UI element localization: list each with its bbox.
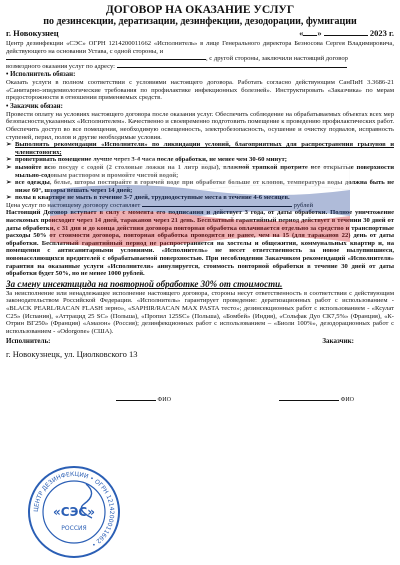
stamp-ring-text: ЦЕНТР ДЕЗИНФЕКЦИИ • ОГРН 1214200011662 • — [32, 470, 116, 548]
customer-line: , с другой стороны, заключили настоящий договор — [6, 55, 394, 63]
check-icon: ➢ — [6, 156, 12, 164]
executor-duties-text: Оказать услуги в полном соответствии с условиями настоящего договора. Работать согласно действующим СанПиН 3.3686-21 «Санитарно-эпидемиологические требования по профилактике инфекционных болезней». Инструктировать «Заказчика» по мерам предосторожности в отношении применяемых средств. — [6, 79, 394, 102]
liability-paragraph: За неисполнение или ненадлежащее исполнение настоящего договора, стороны несут ответственность в соответствии с действующим законодательством Российской Федерации. «Исполнитель» гарантирует проведение: дератизационных работ с использованием - «BLACK PEARL/RACAN FLASH зерно», «SAPHIR/RACAN MAX PASTA тесто»; дезинсекционных работ с использованием - «Ксулат С25» (Испания), «Аттрацид 25 SC» (Польша), «Пропил 125SC» (Польша), «Бомбей» (Индия), «Сольфак Дуо СК7,5%» (Франция), «К-Отрин ВГ250» (Франция) «Амазон» (Россия); дезинфекционных работ с использованием – «Биоли 100%», дезодорационных работ с использованием - «Odorgone» (США). — [6, 289, 394, 335]
price-line: Цена услуг по настоящему договору составляет рублей — [6, 201, 313, 209]
recommendation-item: ➢ полы в квартире не мыть в течение 3-7 дней, труднодоступные места в течение 4-6 месяцев. — [6, 194, 290, 202]
check-icon: ➢ — [6, 194, 12, 202]
stamp-bottom-text: РОССИЯ — [61, 525, 87, 532]
insecticide-discount-heading: За смену инсектицида на повторной обработке 30% от стоимости. — [6, 278, 283, 289]
warranty-paragraph: Настоящий Договор вступает в силу с момента его подписания и действует 3 года, от даты обработки. Полное уничтожение насекомых происходит через 14 дней, тараканов через 21 день. Бесплатный гарантийный период действует в течении 30 дней от даты обработки, с 31 дня и до конца действия договора повторная обработка оплачивается отдельно за средство и транспортные расходы 50% от стоимости договора, повторная обработка проводится не ранее, чем на 15 (для тараканов 22) день от даты обработки. Бесплатный гарантийный период не распространяется на хостелы и общежития, коммунальных квартир и, на помещения с антисанитарными условиями. «Исполнитель» не несет ответственность за новое вылупившиеся, новонаселяющихся вредителей с обрабатываемой поверхностью. При несоблюдении Заказчиком рекомендаций «Исполнителя» гарантия на оказанные услуги «Исполнителя» аннулируется, стоимость повторной обработки в течение 30 дней от даты обработки будет 50%, но не менее 1000 рублей. — [6, 209, 394, 278]
customer-label: Заказчик: — [322, 337, 354, 346]
address-line: возмездного оказания услуг по адресу: — [6, 63, 394, 71]
check-icon: ➢ — [6, 141, 12, 149]
check-icon: ➢ — [6, 163, 12, 171]
recommendation-item: ➢ все одежды, белье, шторы постирайте в горячей воде при обработке больше от клопов, температура воды должна быть не ниже 60°, шторы вешать через 14 дней; — [6, 179, 394, 194]
city-date-line — [6, 28, 394, 38]
document-title: ДОГОВОР НА ОКАЗАНИЕ УСЛУГ — [105, 4, 295, 16]
intro-paragraph: Центр дезинфекции «СЭС» ОГРН 1214200011662 «Исполнитель» в лице Генерального директора Безносова Сергея Владимировича, действующего на основании Устава, с одной стороны, и — [6, 40, 394, 55]
stamp-center-text: «СЭС» — [53, 505, 95, 519]
executor-signature: ФИО — [116, 397, 171, 403]
recommendation-item: ➢ проветривать помещение лучше через 3-4 часа после обработки, не менее чем 30-60 минут; — [6, 156, 287, 164]
stamp-seal-icon — [26, 464, 122, 560]
recommendation-item: ➢ вымойте всю посуду с содой (2 столовые ложки на 1 литр воды), влажной тряпкой протрите все открытые поверхности мыльно-содовым раствором и промойте чистой водой; — [6, 163, 394, 179]
date-month-field[interactable] — [324, 35, 368, 36]
customer-duties-heading: • Заказчик обязан: — [6, 102, 63, 110]
signature-lines — [6, 397, 394, 403]
executor-duties-heading: • Исполнитель обязан: — [6, 71, 76, 79]
customer-sign-field[interactable] — [279, 400, 339, 401]
check-icon: ➢ — [6, 179, 12, 187]
recommendation-item: ➢ Выполнять рекомендации «Исполнителя» по ликвидации условий, благоприятных для распространения грызунов и членистоногих; — [6, 141, 394, 156]
executor-sign-field[interactable] — [116, 400, 156, 401]
service-address-field[interactable] — [117, 67, 347, 68]
executor-address: г. Новокузнецк, ул. Циолковского 13 — [6, 349, 138, 360]
document-subtitle: по дезинсекции, дератизации, дезинфекции, дезодорации, фумигации — [43, 16, 357, 27]
city-name: г. Новокузнец — [6, 28, 59, 38]
company-stamp — [26, 464, 122, 560]
date-day-field[interactable] — [303, 35, 317, 36]
customer-duties-text: Провести оплату на условиях настоящего договора после оказания услуг. Обеспечить соблюдение на обрабатываемых объектах всех мер безопасности,указанных «Исполнителем». Качественно и своевременно подготовить помещение к проведению профилактических работ. Обеспечить доступ во все помещения, необходимую освещенность, электробезопасность, осушение и очистку подвалов, исправность ступеней, перил, полов и другие необходимые условия. — [6, 110, 394, 141]
executor-label: Исполнитель: — [6, 337, 51, 346]
customer-name-field[interactable] — [6, 59, 206, 60]
price-field[interactable] — [142, 206, 292, 207]
customer-signature: ФИО — [279, 397, 354, 403]
contract-date: « » 2023 г. — [299, 28, 394, 38]
signature-headings — [6, 337, 394, 345]
